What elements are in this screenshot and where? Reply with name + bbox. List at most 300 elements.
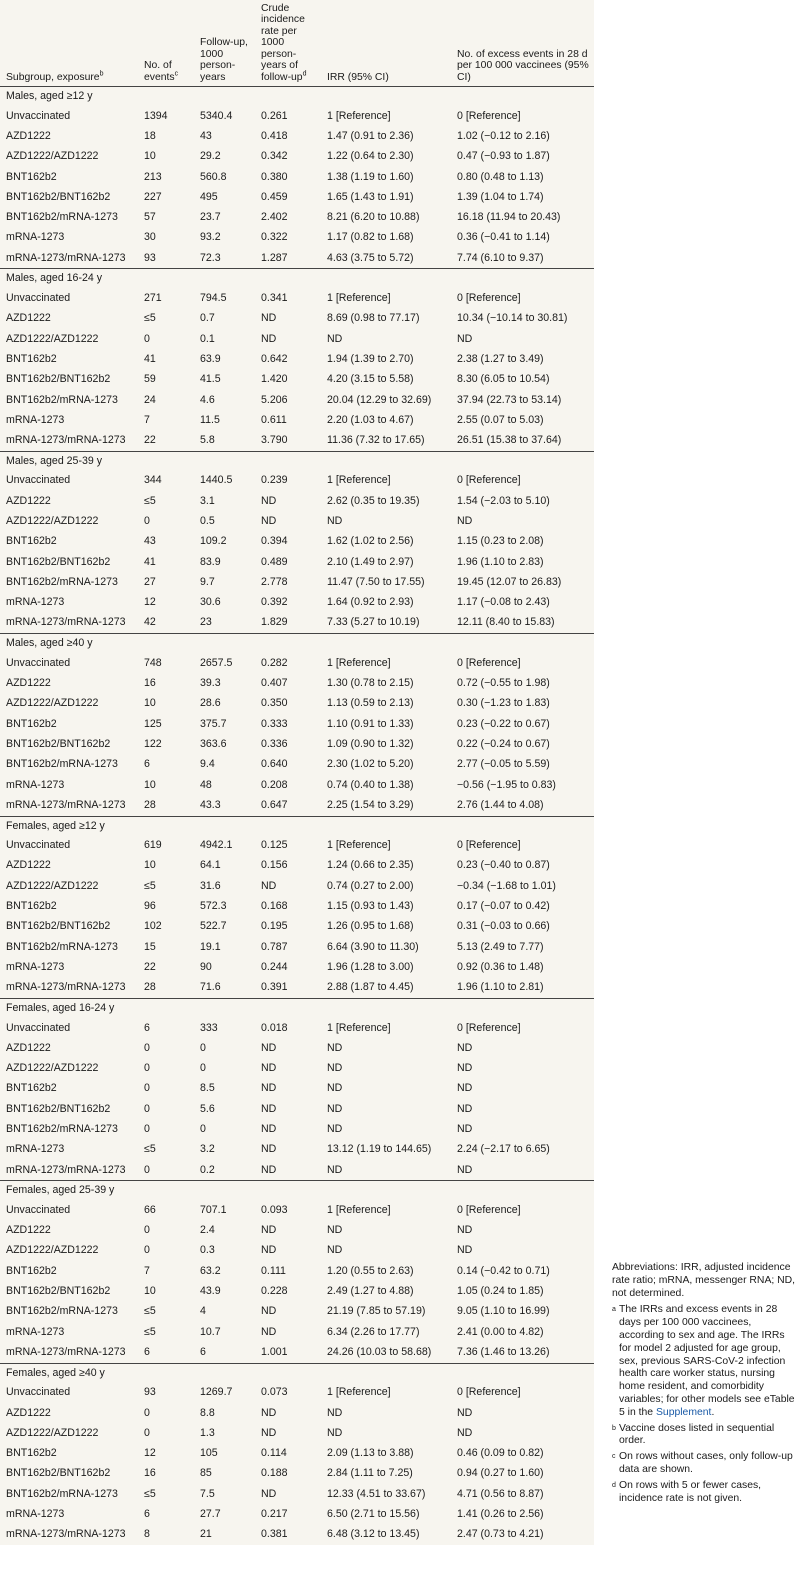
- rate-cell: 0.188: [261, 1467, 288, 1480]
- events-cell: ≤5: [144, 1305, 156, 1318]
- events-cell: 0: [144, 514, 150, 527]
- excess-cell: ND: [457, 1082, 473, 1095]
- excess-cell: 0.22 (−0.24 to 0.67): [457, 737, 550, 750]
- irr-cell: 0.74 (0.27 to 2.00): [327, 879, 414, 892]
- table-row: [0, 552, 594, 572]
- rate-cell: ND: [261, 1325, 277, 1338]
- followup-cell: 63.2: [200, 1264, 221, 1277]
- exposure-cell: Unvaccinated: [6, 1386, 71, 1399]
- exposure-cell: Unvaccinated: [6, 292, 71, 305]
- events-cell: 748: [144, 656, 162, 669]
- excess-cell: 4.71 (0.56 to 8.87): [457, 1487, 544, 1500]
- followup-cell: 1440.5: [200, 474, 233, 487]
- followup-cell: 375.7: [200, 717, 227, 730]
- table-row: [0, 1444, 594, 1464]
- events-cell: 57: [144, 211, 156, 224]
- rate-cell: ND: [261, 1406, 277, 1419]
- rate-cell: 0.381: [261, 1528, 288, 1541]
- rate-cell: 0.244: [261, 960, 288, 973]
- table-row: [0, 1261, 594, 1281]
- group-header-row: [0, 87, 594, 107]
- followup-cell: 31.6: [200, 879, 221, 892]
- header-excess: No. of excess events in 28 d per 100 000 vaccinees (95% CI): [451, 0, 594, 87]
- irr-cell: 1.30 (0.78 to 2.15): [327, 677, 414, 690]
- irr-cell: 11.47 (7.50 to 17.55): [327, 575, 425, 588]
- events-cell: 6: [144, 758, 150, 771]
- table-row: [0, 1484, 594, 1504]
- table-row: [0, 1322, 594, 1342]
- excess-cell: 1.39 (1.04 to 1.74): [457, 190, 544, 203]
- irr-cell: 0.74 (0.40 to 1.38): [327, 778, 414, 791]
- rate-cell: 0.156: [261, 859, 288, 872]
- table-row: [0, 714, 594, 734]
- table-row: [0, 1018, 594, 1038]
- events-cell: 102: [144, 920, 162, 933]
- footnote-a: a The IRRs and excess events in 28 days per 100 000 vaccinees, according to sex and age. The IRRs for model 2 adjusted for age group, sex, previous SARS-CoV-2 infection health care worker status, nursing home resident, and comorbidity variables; for other models see eTable 5 in the Supplement.: [612, 1304, 795, 1418]
- irr-cell: 1.96 (1.28 to 3.00): [327, 960, 414, 973]
- irr-cell: 2.30 (1.02 to 5.20): [327, 758, 414, 771]
- rate-cell: ND: [261, 1305, 277, 1318]
- events-cell: 24: [144, 393, 156, 406]
- table-row: [0, 471, 594, 491]
- rate-cell: 1.420: [261, 373, 288, 386]
- events-cell: 0: [144, 1123, 150, 1135]
- irr-cell: ND: [327, 1163, 343, 1176]
- table-row: [0, 613, 594, 634]
- rate-cell: 0.114: [261, 1447, 287, 1460]
- rate-cell: 0.380: [261, 170, 288, 183]
- excess-cell: 0 [Reference]: [457, 1386, 521, 1399]
- exposure-cell: Unvaccinated: [6, 1203, 71, 1216]
- rate-cell: 1.001: [261, 1345, 288, 1358]
- followup-cell: 5.6: [200, 1102, 215, 1115]
- table-row: [0, 775, 594, 795]
- followup-cell: 27.7: [200, 1508, 221, 1521]
- irr-cell: 2.84 (1.11 to 7.25): [327, 1467, 413, 1480]
- exposure-cell: mRNA-1273: [6, 596, 65, 609]
- excess-cell: 7.74 (6.10 to 9.37): [457, 251, 544, 264]
- followup-cell: 1.3: [200, 1426, 215, 1439]
- rate-cell: ND: [261, 494, 277, 507]
- events-cell: 10: [144, 697, 156, 710]
- events-cell: 16: [144, 677, 156, 690]
- group-title: Females, aged ≥40 y: [0, 1363, 594, 1383]
- exposure-cell: BNT162b2/BNT162b2: [6, 555, 111, 568]
- table-row: [0, 1525, 594, 1545]
- followup-cell: 19.1: [200, 940, 221, 953]
- events-cell: 16: [144, 1467, 156, 1480]
- events-cell: 18: [144, 129, 156, 142]
- followup-cell: 5.8: [200, 434, 215, 447]
- irr-cell: 2.20 (1.03 to 4.67): [327, 413, 414, 426]
- irr-cell: ND: [327, 1224, 343, 1237]
- events-cell: 7: [144, 413, 150, 426]
- group-title: Males, aged ≥12 y: [0, 87, 594, 107]
- irr-cell: 1 [Reference]: [327, 1386, 391, 1399]
- irr-cell: 1.47 (0.91 to 2.36): [327, 129, 414, 142]
- group-header-row: [0, 998, 594, 1018]
- irr-cell: 1 [Reference]: [327, 656, 391, 669]
- events-cell: 0: [144, 1041, 150, 1054]
- events-cell: 93: [144, 1386, 156, 1399]
- excess-cell: 12.11 (8.40 to 15.83): [457, 616, 555, 629]
- table-row: [0, 1200, 594, 1220]
- excess-cell: 2.77 (−0.05 to 5.59): [457, 758, 550, 771]
- followup-cell: 41.5: [200, 373, 221, 386]
- excess-cell: 0 [Reference]: [457, 839, 521, 852]
- irr-cell: 4.63 (3.75 to 5.72): [327, 251, 414, 264]
- followup-cell: 5340.4: [200, 109, 233, 122]
- table-row: [0, 167, 594, 187]
- table-row: [0, 1119, 594, 1139]
- irr-cell: 1.24 (0.66 to 2.35): [327, 859, 414, 872]
- exposure-cell: mRNA-1273: [6, 778, 65, 791]
- rate-cell: 0.642: [261, 352, 288, 365]
- exposure-cell: Unvaccinated: [6, 109, 71, 122]
- table-row: [0, 1058, 594, 1078]
- followup-cell: 3.2: [200, 1143, 215, 1156]
- irr-cell: 6.34 (2.26 to 17.77): [327, 1325, 420, 1338]
- table-row: [0, 917, 594, 937]
- exposure-cell: AZD1222/AZD1222: [6, 879, 99, 892]
- events-cell: 28: [144, 798, 156, 811]
- rate-cell: 0.392: [261, 596, 288, 609]
- events-cell: 0: [144, 1082, 150, 1095]
- footnote-c: c On rows without cases, only follow-up data are shown.: [612, 1451, 793, 1475]
- excess-cell: 2.47 (0.73 to 4.21): [457, 1528, 544, 1541]
- events-cell: 10: [144, 150, 156, 163]
- events-cell: 6: [144, 1508, 150, 1521]
- exposure-cell: BNT162b2: [6, 535, 57, 548]
- excess-cell: 2.55 (0.07 to 5.03): [457, 413, 544, 426]
- excess-cell: 0.30 (−1.23 to 1.83): [457, 697, 550, 710]
- excess-cell: 1.96 (1.10 to 2.83): [457, 555, 544, 568]
- irr-cell: ND: [327, 1062, 343, 1075]
- irr-cell: 1 [Reference]: [327, 109, 391, 122]
- irr-cell: ND: [327, 1244, 343, 1257]
- rate-cell: 0.391: [261, 981, 288, 994]
- followup-cell: 0: [200, 1062, 206, 1075]
- table-row: [0, 572, 594, 592]
- events-cell: ≤5: [144, 879, 156, 892]
- irr-cell: 2.88 (1.87 to 4.45): [327, 981, 414, 994]
- events-cell: 43: [144, 535, 156, 548]
- group-header-row: [0, 269, 594, 289]
- excess-cell: 0.23 (−0.40 to 0.87): [457, 859, 550, 872]
- rate-cell: 3.790: [261, 434, 288, 447]
- excess-cell: 1.17 (−0.08 to 2.43): [457, 596, 550, 609]
- followup-cell: 560.8: [200, 170, 227, 183]
- irr-cell: 2.10 (1.49 to 2.97): [327, 555, 414, 568]
- table-row: [0, 1140, 594, 1160]
- irr-cell: 7.33 (5.27 to 10.19): [327, 616, 420, 629]
- followup-cell: 1269.7: [200, 1386, 233, 1399]
- rate-cell: 0.125: [261, 839, 288, 852]
- exposure-cell: BNT162b2/BNT162b2: [6, 920, 111, 933]
- excess-cell: ND: [457, 514, 473, 527]
- excess-cell: 0.80 (0.48 to 1.13): [457, 170, 544, 183]
- exposure-cell: BNT162b2/BNT162b2: [6, 737, 111, 750]
- rate-cell: 0.459: [261, 190, 288, 203]
- rate-cell: ND: [261, 312, 277, 325]
- irr-cell: 1 [Reference]: [327, 839, 391, 852]
- rate-cell: 0.489: [261, 555, 288, 568]
- irr-cell: 1 [Reference]: [327, 1203, 391, 1216]
- irr-cell: 1.13 (0.59 to 2.13): [327, 697, 414, 710]
- rate-cell: 0.333: [261, 717, 288, 730]
- excess-cell: 9.05 (1.10 to 16.99): [457, 1305, 550, 1318]
- excess-cell: 0.36 (−0.41 to 1.14): [457, 231, 550, 244]
- irr-cell: 1 [Reference]: [327, 292, 391, 305]
- rate-cell: ND: [261, 1487, 277, 1500]
- exposure-cell: AZD1222: [6, 312, 51, 325]
- rate-cell: ND: [261, 1102, 277, 1115]
- followup-cell: 8.8: [200, 1406, 215, 1419]
- rate-cell: 0.336: [261, 737, 288, 750]
- rate-cell: ND: [261, 1224, 277, 1237]
- rate-cell: 0.418: [261, 129, 288, 142]
- rate-cell: 2.778: [261, 575, 288, 588]
- rate-cell: 0.093: [261, 1203, 288, 1216]
- excess-cell: 37.94 (22.73 to 53.14): [457, 393, 562, 406]
- exposure-cell: AZD1222: [6, 859, 51, 872]
- followup-cell: 2657.5: [200, 656, 233, 669]
- abbreviations-note: Abbreviations: IRR, adjusted incidence rate ratio; mRNA, messenger RNA; ND, not determined.: [612, 1262, 796, 1299]
- exposure-cell: BNT162b2/mRNA-1273: [6, 575, 118, 588]
- group-title: Females, aged 16-24 y: [0, 998, 594, 1018]
- header-irr: IRR (95% CI): [321, 0, 451, 87]
- exposure-cell: mRNA-1273: [6, 1143, 65, 1156]
- exposure-cell: AZD1222/AZD1222: [6, 514, 99, 527]
- table-row: [0, 673, 594, 693]
- followup-cell: 64.1: [200, 859, 221, 872]
- exposure-cell: mRNA-1273/mRNA-1273: [6, 1163, 126, 1176]
- events-cell: 0: [144, 1224, 150, 1237]
- irr-cell: 6.64 (3.90 to 11.30): [327, 940, 419, 953]
- excess-cell: 2.38 (1.27 to 3.49): [457, 352, 544, 365]
- irr-cell: 2.09 (1.13 to 3.88): [327, 1447, 414, 1460]
- irr-cell: ND: [327, 1041, 343, 1054]
- exposure-cell: AZD1222/AZD1222: [6, 150, 99, 163]
- excess-cell: 0.17 (−0.07 to 0.42): [457, 900, 550, 913]
- group-title: Females, aged 25-39 y: [0, 1181, 594, 1201]
- excess-cell: 0 [Reference]: [457, 1021, 521, 1034]
- excess-cell: 1.54 (−2.03 to 5.10): [457, 494, 550, 507]
- followup-cell: 0: [200, 1123, 206, 1135]
- followup-cell: 109.2: [200, 535, 227, 548]
- excess-cell: 16.18 (11.94 to 20.43): [457, 211, 561, 224]
- irr-cell: 1.17 (0.82 to 1.68): [327, 231, 414, 244]
- excess-cell: 0 [Reference]: [457, 109, 521, 122]
- rate-cell: ND: [261, 1062, 277, 1075]
- table-row: [0, 1383, 594, 1403]
- exposure-cell: BNT162b2/mRNA-1273: [6, 1487, 118, 1500]
- followup-cell: 48: [200, 778, 212, 791]
- followup-cell: 7.5: [200, 1487, 215, 1500]
- followup-cell: 707.1: [200, 1203, 227, 1216]
- table-row: [0, 491, 594, 511]
- rate-cell: ND: [261, 879, 277, 892]
- table-row: [0, 1221, 594, 1241]
- followup-cell: 28.6: [200, 697, 221, 710]
- events-cell: 0: [144, 1163, 150, 1176]
- events-cell: 0: [144, 332, 150, 345]
- exposure-cell: Unvaccinated: [6, 474, 71, 487]
- excess-cell: 0 [Reference]: [457, 474, 521, 487]
- table-row: [0, 1423, 594, 1443]
- table-row: [0, 207, 594, 227]
- excess-cell: 10.34 (−10.14 to 30.81): [457, 312, 568, 325]
- followup-cell: 0.5: [200, 514, 215, 527]
- events-cell: 12: [144, 1447, 156, 1460]
- exposure-cell: BNT162b2: [6, 352, 57, 365]
- followup-cell: 29.2: [200, 150, 221, 163]
- exposure-cell: mRNA-1273: [6, 1508, 65, 1521]
- exposure-cell: BNT162b2/BNT162b2: [6, 373, 111, 386]
- followup-cell: 30.6: [200, 596, 221, 609]
- rate-cell: 0.195: [261, 920, 288, 933]
- footnote-d: d On rows with 5 or fewer cases, incidence rate is not given.: [612, 1479, 762, 1504]
- events-cell: 12: [144, 596, 156, 609]
- irr-cell: 1 [Reference]: [327, 474, 391, 487]
- excess-cell: 0.72 (−0.55 to 1.98): [457, 677, 550, 690]
- irr-cell: 1 [Reference]: [327, 1021, 391, 1034]
- table-row: [0, 410, 594, 430]
- excess-cell: ND: [457, 1406, 473, 1419]
- exposure-cell: mRNA-1273/mRNA-1273: [6, 1528, 126, 1541]
- exposure-cell: AZD1222/AZD1222: [6, 697, 99, 710]
- excess-cell: 1.02 (−0.12 to 2.16): [457, 129, 550, 142]
- rate-cell: 0.073: [261, 1386, 288, 1399]
- rate-cell: 0.394: [261, 535, 288, 548]
- events-cell: 96: [144, 900, 156, 913]
- table-body: [0, 87, 594, 1546]
- followup-cell: 522.7: [200, 920, 227, 933]
- rate-cell: 0.322: [261, 231, 288, 244]
- rate-cell: 0.407: [261, 677, 288, 690]
- excess-cell: 0.92 (0.36 to 1.48): [457, 960, 544, 973]
- header-rate: Crude incidence rate per 1000 person-years of follow-$up^d$: [255, 0, 321, 87]
- events-cell: 6: [144, 1021, 150, 1034]
- irr-cell: 1.62 (1.02 to 2.56): [327, 535, 414, 548]
- events-cell: 59: [144, 373, 156, 386]
- events-cell: 344: [144, 474, 162, 487]
- irr-cell: 1.20 (0.55 to 2.63): [327, 1264, 414, 1277]
- followup-cell: 93.2: [200, 231, 221, 244]
- table-row: [0, 1302, 594, 1322]
- rate-cell: ND: [261, 1163, 277, 1176]
- events-cell: 213: [144, 170, 162, 183]
- table-row: [0, 1281, 594, 1301]
- irr-cell: 2.49 (1.27 to 4.88): [327, 1285, 414, 1298]
- followup-cell: 3.1: [200, 494, 215, 507]
- irr-cell: 1.65 (1.43 to 1.91): [327, 190, 414, 203]
- rate-cell: ND: [261, 1123, 277, 1135]
- exposure-cell: mRNA-1273: [6, 413, 65, 426]
- irr-cell: 24.26 (10.03 to 58.68): [327, 1345, 432, 1358]
- irr-cell: 1.10 (0.91 to 1.33): [327, 717, 414, 730]
- followup-cell: 4.6: [200, 393, 215, 406]
- irr-cell: ND: [327, 1123, 343, 1135]
- events-cell: 30: [144, 231, 156, 244]
- rate-cell: 5.206: [261, 393, 288, 406]
- rate-cell: ND: [261, 1143, 277, 1156]
- table-row: [0, 653, 594, 673]
- exposure-cell: BNT162b2/BNT162b2: [6, 1285, 111, 1298]
- rate-cell: ND: [261, 1244, 277, 1257]
- table-row: [0, 349, 594, 369]
- excess-cell: ND: [457, 332, 473, 345]
- exposure-cell: BNT162b2/BNT162b2: [6, 1102, 111, 1115]
- events-cell: 41: [144, 555, 156, 568]
- exposure-cell: BNT162b2/mRNA-1273: [6, 1305, 118, 1318]
- events-cell: 66: [144, 1203, 156, 1216]
- group-header-row: [0, 451, 594, 471]
- exposure-cell: AZD1222/AZD1222: [6, 1062, 99, 1075]
- events-cell: 93: [144, 251, 156, 264]
- followup-cell: 21: [200, 1528, 212, 1541]
- table-row: [0, 1403, 594, 1423]
- exposure-cell: BNT162b2: [6, 170, 57, 183]
- excess-cell: 5.13 (2.49 to 7.77): [457, 940, 544, 953]
- footnote-b: b Vaccine doses listed in sequential order.: [612, 1422, 775, 1447]
- followup-cell: 4942.1: [200, 839, 233, 852]
- irr-cell: ND: [327, 1426, 343, 1439]
- table-row: [0, 126, 594, 146]
- table-row: [0, 1504, 594, 1524]
- events-cell: 10: [144, 1285, 156, 1298]
- events-cell: 227: [144, 190, 162, 203]
- supplement-link[interactable]: Supplement: [655, 1406, 712, 1418]
- header-subgroup: Subgroup, exposure$^b$: [0, 0, 138, 87]
- irr-cell: 21.19 (7.85 to 57.19): [327, 1305, 426, 1318]
- exposure-cell: BNT162b2/BNT162b2: [6, 190, 111, 203]
- exposure-cell: mRNA-1273: [6, 231, 65, 244]
- events-cell: 8: [144, 1528, 150, 1541]
- exposure-cell: BNT162b2/mRNA-1273: [6, 940, 118, 953]
- rate-cell: 0.239: [261, 474, 288, 487]
- group-header-row: [0, 816, 594, 836]
- excess-cell: ND: [457, 1244, 473, 1257]
- rate-cell: ND: [261, 1041, 277, 1054]
- exposure-cell: AZD1222/AZD1222: [6, 1426, 99, 1439]
- irr-cell: 1.22 (0.64 to 2.30): [327, 150, 414, 163]
- followup-cell: 9.4: [200, 758, 215, 771]
- exposure-cell: BNT162b2/mRNA-1273: [6, 1123, 118, 1135]
- exposure-cell: AZD1222: [6, 1041, 51, 1054]
- irr-cell: 8.69 (0.98 to 77.17): [327, 312, 420, 325]
- events-cell: 27: [144, 575, 156, 588]
- table-row: [0, 896, 594, 916]
- table-notes: [612, 1262, 798, 1508]
- events-cell: ≤5: [144, 312, 156, 325]
- excess-cell: 2.41 (0.00 to 4.82): [457, 1325, 544, 1338]
- irr-cell: 6.48 (3.12 to 13.45): [327, 1528, 420, 1541]
- excess-cell: 7.36 (1.46 to 13.26): [457, 1345, 550, 1358]
- events-cell: 6: [144, 1345, 150, 1358]
- excess-cell: 0.47 (−0.93 to 1.87): [457, 150, 550, 163]
- group-header-row: [0, 1363, 594, 1383]
- irr-cell: 6.50 (2.71 to 15.56): [327, 1508, 420, 1521]
- rate-cell: 0.787: [261, 940, 288, 953]
- exposure-cell: mRNA-1273/mRNA-1273: [6, 616, 126, 629]
- events-cell: 10: [144, 778, 156, 791]
- followup-cell: 0.3: [200, 1244, 215, 1257]
- irr-cell: 4.20 (3.15 to 5.58): [327, 373, 414, 386]
- events-cell: 15: [144, 940, 156, 953]
- excess-cell: ND: [457, 1426, 473, 1439]
- followup-cell: 0: [200, 1041, 206, 1054]
